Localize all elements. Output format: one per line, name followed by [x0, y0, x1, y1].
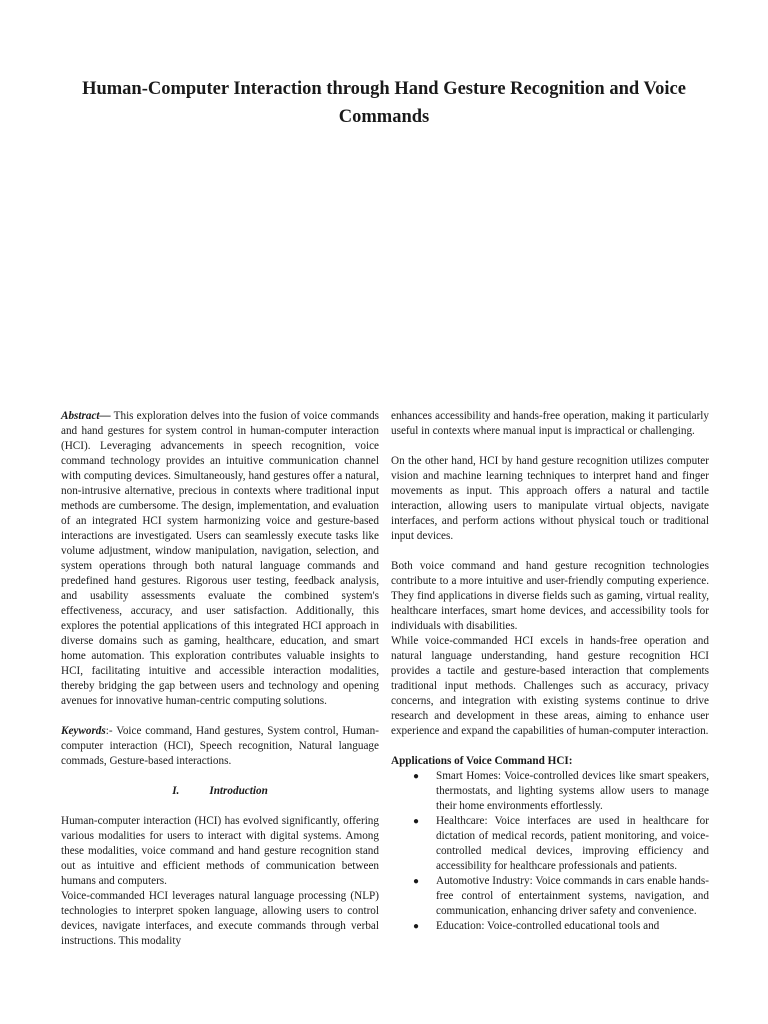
bullet-icon: ●: [413, 876, 420, 887]
right-column: [391, 409, 709, 934]
body-paragraph-2: On the other hand, HCI by hand gesture recognition utilizes computer vision and machine learning techniques to interpret hand and finger movements as input. This approach offers a natural and tactile interaction, allowing users to manipulate virtual objects, navigate interfaces, and perform actions without physical touch or traditional input devices.: [391, 455, 709, 542]
abstract-text: This exploration delves into the fusion of voice commands and hand gestures for system control in human-computer interaction (HCI). Leveraging advancements in speech recognition, voice command technology provides an intuitive communication channel with computing devices. Simultaneously, hand gestures offer a natural, non-intrusive alternative, precious in contexts where traditional input methods are cumbersome. The design, implementation, and evaluation of an integrated HCI system harmonizing voice and gesture-based interactions are investigated. Users can seamlessly execute tasks like volume adjustment, window manipulation, navigation, selection, and system operations through both natural language commands and predefined hand gestures. Rigorous user testing, feedback analysis, and usability assessments evaluate the combined system's effectiveness, accuracy, and user satisfaction. Additionally, this explores the potential applications of this integrated HCI approach in diverse domains such as gaming, healthcare, education, and smart home automation. This exploration contributes valuable insights to HCI, facilitating intuitive and accessible interaction modalities, thereby bridging the gap between users and technology and opening avenues for innovative human-centric computing solutions.: [61, 410, 379, 707]
list-item: [391, 874, 709, 919]
body-paragraph-1: enhances accessibility and hands-free operation, making it particularly useful in contexts where manual input is impractical or challenging.: [391, 410, 709, 437]
section-number: I.: [172, 785, 180, 797]
section-title: Introduction: [209, 785, 268, 797]
list-item: [391, 814, 709, 874]
intro-paragraph-1: Human-computer interaction (HCI) has evolved significantly, offering various modalities for users to interact with digital systems. Among these modalities, voice command and hand gesture recognition stand out as intuitive and efficient methods of communication between humans and computers.: [61, 815, 379, 887]
body-paragraph-3: Both voice command and hand gesture recognition technologies contribute to a more intuitive and user-friendly computing experience. They find applications in diverse fields such as gaming, virtual reality, healthcare interfaces, smart home devices, and accessibility tools for individuals with disabilities.: [391, 560, 709, 632]
body-paragraph-4: While voice-commanded HCI excels in hands-free operation and natural language understanding, hand gesture recognition HCI provides a tactile and gesture-based interaction that complements traditional input methods. Challenges such as accuracy, privacy concerns, and integration with existing systems continue to drive research and development in these areas, aiming to enhance user experience and expand the capabilities of human-computer interaction.: [391, 635, 709, 737]
left-column: [61, 409, 379, 949]
abstract-label: Abstract—: [61, 410, 111, 422]
intro-paragraph-2: Voice-commanded HCI leverages natural language processing (NLP) technologies to interpret spoken language, allowing users to control devices, navigate interfaces, and execute commands through verbal instructions. This modality: [61, 890, 379, 947]
list-item-text: Smart Homes: Voice-controlled devices like smart speakers, thermostats, and lighting systems allow users to manage their home environments effortlessly.: [436, 770, 709, 812]
bullet-icon: ●: [413, 816, 420, 827]
list-item: [391, 769, 709, 814]
bullet-icon: ●: [413, 921, 420, 932]
list-item-text: Education: Voice-controlled educational tools and: [436, 920, 660, 932]
paper-title: Human-Computer Interaction through Hand Gesture Recognition and Voice Commands: [82, 79, 686, 127]
list-item-text: Automotive Industry: Voice commands in cars enable hands-free control of entertainment systems, navigation, and communication, enhancing driver safety and convenience.: [436, 875, 709, 917]
applications-heading: Applications of Voice Command HCI:: [391, 755, 573, 767]
list-item-text: Healthcare: Voice interfaces are used in healthcare for dictation of medical records, patient monitoring, and voice-controlled medical devices, improving efficiency and accessibility for healthcare professionals and patients.: [436, 815, 709, 872]
list-item: [391, 919, 709, 934]
keywords: [61, 724, 379, 769]
abstract: [61, 409, 379, 709]
applications-list: [391, 769, 709, 934]
section-heading-introduction: [61, 784, 379, 799]
keywords-text: Voice command, Hand gestures, System control, Human-computer interaction (HCI), Speech recognition, Natural language commads, Gesture-based interactions.: [61, 725, 379, 767]
keywords-label: Keywords: [61, 725, 106, 737]
bullet-icon: ●: [413, 771, 420, 782]
keywords-separator: :-: [105, 725, 113, 737]
